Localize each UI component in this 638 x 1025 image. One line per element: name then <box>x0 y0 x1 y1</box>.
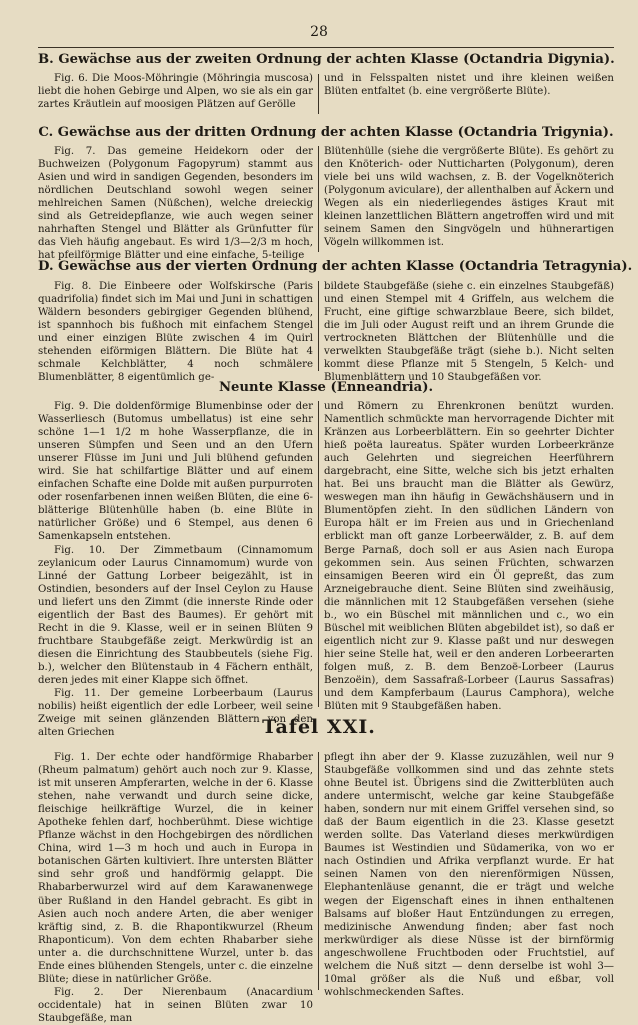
paragraph: Fig. 10. Der Zimmetbaum (Cinnamomum zeylanicum oder Laurus Cinnamomum) wurde von Linné der Gattung Lorbeer beigezählt, ist in Ostindien, besonders auf der Insel Ceylon zu Hause und liefert uns den Zimmt (die innerste Rinde oder eigentlich der Bast des Baumes). Er gehört mit Recht in die 9. Klasse, weil er in seinen Blüten 9 fruchtbare Staubgefäße zeigt. Merkwürdig ist an diesen die Einrichtung des Staubbeutels (siehe Fig. b.), welcher den Blütenstaub in 4 Fächern enthält, deren jedes mit einer Klappe sich öffnet. <box>38 544 313 686</box>
heading-section-b: B. Gewächse aus der zweiten Ordnung der achten Klasse (Octandria Digynia). <box>38 52 615 67</box>
tafel-left-column <box>38 751 313 1024</box>
column-divider <box>318 401 319 707</box>
heading-tafel-xxi: Tafel XXI. <box>262 716 376 738</box>
paragraph: Fig. 9. Die doldenförmige Blumenbinse oder der Wasserliesch (Butomus umbellatus) ist eine sehr schöne 1—1 1/2 m hohe Wasserpflanze, die in unseren Sümpfen und Seen und an den Ufern unserer Flüsse im Juni und Juli blühend gefunden wird. Sie hat schilfartige Blätter und auf einem einfachen Schafte eine Dolde mit außen purpurroten oder rosenfarbenen innen weißen Blüten, die eine 6-blätterige Blütenhülle haben (b. eine Blüte in natürlicher Größe) und 6 Stempel, aus denen 6 Samenkapseln entstehen. <box>38 401 313 543</box>
page-number: 28 <box>310 24 328 40</box>
column-divider <box>318 146 319 252</box>
paragraph: pflegt ihn aber der 9. Klasse zuzuzählen, weil nur 9 Staubgefäße vollkommen sind und das zehnte stets ohne Beutel ist. Übrigens sind die Zwitterblüten auch andere untermischt, welche gar keine Staubgefäße haben, sondern nur mit einem Griffel versehen sind, so daß der Baum eigentlich in die 23. Klasse gesetzt werden sollte. Das Vaterland dieses merkwürdigen Baumes ist Westindien und Südamerika, von wo er nach Ostindien und Afrika verpflanzt wurde. Er hat seinen Namen von den nierenförmigen Nüssen, Elephantenläuse genannt, die er trägt und welche wegen der Eigenschaft eines in ihnen enthaltenen Balsams auf bloßer Haut Entzündungen zu erregen, medizinische Anwendung finden; aber fast noch merkwürdiger als diese Nüsse ist der birnförmig angeschwollene Fruchtboden oder Fruchtstiel, auf welchem die Nuß sitzt — denn derselbe ist wohl 3—10mal größer als die Nuß und eßbar, voll wohlschmeckenden Saftes. <box>324 752 614 998</box>
paragraph: bildete Staubgefäße (siehe c. ein einzelnes Staubgefäß) und einen Stempel mit 4 Griffeln, aus welchem die Frucht, eine giftige schwarzblaue Beere, sich bildet, die im Juli oder August reift und an ihrem Grunde die vertrockneten Blättchen der Blütenhülle und die verwelkten Staubgefäße trägt (siehe b.). Nicht selten kommt diese Pflanze mit 5 Stengeln, 5 Kelch- und Blumenblättern und 10 Staubgefäßen vor. <box>324 281 614 384</box>
section-d-left-column <box>38 280 313 384</box>
paragraph: und Römern zu Ehrenkronen benützt wurden. Namentlich schmückte man hervorragende Dichter mit Kränzen aus Lorbeerblättern. Ein so geehrter Dichter hieß poëta laureatus. Später wurden Lorbeerkränze auch Gelehrten und siegreichen Heerführern dargebracht, eine Sitte, welche sich bis jetzt erhalten hat. Bei uns braucht man die Blätter als Gewürz, weswegen man ihn häufig in Gewächshäusern und in Blumentöpfen zieht. In den südlichen Ländern von Europa hält er im Freien aus und in Griechenland erblickt man oft ganze Lorbeerwälder, z. B. auf dem Berge Parnaß, doch soll er aus Asien nach Europa gekommen sein. Aus seinen Früchten, schwarzen einsamigen Beeren wird ein Öl gepreßt, das zum Arzneigebrauche dient. Seine Blüten sind zweihäusig, die männlichen mit 12 Staubgefäßen versehen (siehe b., wo ein Büschel mit männlichen und c., wo ein Büschel mit weiblichen Blüten abgebildet ist), so daß er eigentlich nicht zur 9. Klasse paßt und nur deswegen hier seine Stelle hat, weil er den anderen Lorbeerarten folgen muß, z. B. dem Benzoë-Lorbeer (Laurus Benzoëin), dem Sassafraß-Lorbeer (Laurus Sassafras) und dem Kampferbaum (Laurus Camphora), welche Blüten mit 9 Staubgefäßen haben. <box>324 401 614 713</box>
column-divider <box>318 752 319 990</box>
section-d-right-column <box>324 280 614 384</box>
tafel-right-column <box>324 751 614 998</box>
section-b-right-column <box>324 72 614 114</box>
heading-section-c: C. Gewächse aus der dritten Ordnung der achten Klasse (Octandria Trigynia). <box>38 125 614 140</box>
paragraph: Fig. 1. Der echte oder handförmige Rhabarber (Rheum palmatum) gehört auch noch zur 9. Klasse, ist mit unseren Ampferarten, welche in der 6. Klasse stehen, nahe verwandt und durch seine dicke, fleischige heilkräftige Wurzel, die in keiner Apotheke fehlen darf, hochberühmt. Diese wichtige Pflanze wächst in den Hochgebirgen des nördlichen China, wird 1—3 m hoch und auch in Europa in botanischen Gärten kultiviert. Ihre untersten Blätter sind sehr groß und handförmig gelappt. Die Rhabarberwurzel wird auf dem Karawanenwege über Rußland in den Handel gebracht. Es gibt in Asien auch noch andere Arten, die aber weniger kräftig sind, z. B. die Rhapontikwurzel (Rheum Rhaponticum). Von dem echten Rhabarber siehe unter a. die durchschnittene Wurzel, unter b. das Ende eines blühenden Stengels, unter c. die einzelne Blüte; diese in natürlicher Größe. <box>38 752 313 985</box>
section-c-right-column <box>324 145 614 253</box>
section-c-left-column <box>38 145 313 262</box>
section-b-left-column <box>38 72 313 114</box>
paragraph: Blütenhülle (siehe die vergrößerte Blüte). Es gehört zu den Knöterich- oder Nutticharten (Polygonum), deren viele bei uns wild wachsen, z. B. der Vogelknöterich (Polygonum aviculare), der allenthalben auf Äckern und Wegen als ein niederliegendes ästiges Kraut mit kleinen lanzettlichen Blättern angetroffen wird und mit seinem Samen den Singvögeln und hühnerartigen Vögeln willkommen ist. <box>324 146 614 249</box>
heading-section-d: D. Gewächse aus der vierten Ordnung der achten Klasse (Octandria Tetragynia). <box>38 259 633 274</box>
paragraph: Fig. 7. Das gemeine Heidekorn oder der Buchweizen (Polygonum Fagopyrum) stammt aus Asien und wird in sandigen Gegenden, besonders im nördlichen Deutschland sowohl wegen seiner mehlreichen Samen (Nüßchen), welche dreieckig sind als Getreidepflanze, wie auch wegen seiner nahrhaften Stengel und Blätter als Grünfutter für das Vieh häufig angebaut. Es wird 1/3—2/3 m hoch, hat pfeilförmige Blätter und eine einfache, 5-teilige <box>38 146 313 262</box>
column-divider <box>318 281 319 371</box>
top-rule <box>38 47 614 48</box>
heading-neunte-klasse: Neunte Klasse (Enneandria). <box>218 380 434 395</box>
paragraph: Fig. 11. Der gemeine Lorbeerbaum (Laurus nobilis) heißt eigentlich der edle Lorbeer, weil seine Zweige mit seinen glänzenden Blättern von den alten Griechen <box>38 688 313 739</box>
paragraph: Fig. 2. Der Nierenbaum (Anacardium occidentale) hat in seinen Blüten zwar 10 Staubgefäße, man <box>38 986 313 1024</box>
neunte-left-column <box>38 400 313 739</box>
paragraph: und in Felsspalten nistet und ihre kleinen weißen Blüten entfaltet (b. eine vergrößerte Blüte). <box>324 73 614 98</box>
column-divider <box>318 74 319 114</box>
paragraph: Fig. 6. Die Moos-Möhringie (Möhringia muscosa) liebt die hohen Gebirge und Alpen, wo sie als ein gar zartes Kräutlein auf moosigen Plätzen auf Gerölle <box>38 73 313 111</box>
paragraph: Fig. 8. Die Einbeere oder Wolfskirsche (Paris quadrifolia) findet sich im Mai und Juni in schattigen Wäldern besonders gebirgiger Gegenden blühend, ist spannhoch bis fußhoch mit einfachem Stengel und einer einzigen Blüte zwischen 4 im Quirl stehenden eiförmigen Blättern. Die Blüte hat 4 schmale Kelchblätter, 4 noch schmälere Blumenblätter, 8 eigentümlich ge- <box>38 281 313 384</box>
neunte-right-column <box>324 400 614 713</box>
